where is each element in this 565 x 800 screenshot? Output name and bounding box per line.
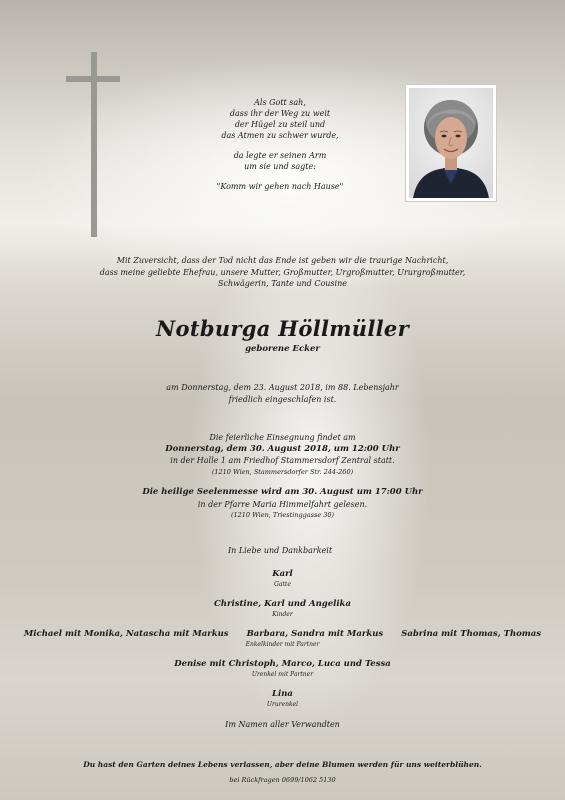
family-intro: In Liebe und Dankbarkeit [228, 546, 333, 555]
intro-line: dass meine geliebte Ehefrau, unsere Mutter, Großmutter, Urgroßmutter, Ururgroßmutter, [99, 267, 466, 277]
children-relation: Kinder [272, 611, 293, 618]
ceremony-address: (1210 Wien, Stammersdorfer Str. 244-260) [211, 467, 354, 476]
farewell-quote: Du hast den Garten deines Lebens verlassen, aber deine Blumen werden für uns weiterblühen. [83, 760, 482, 769]
grandchildren-group: Barbara, Sandra mit Markus [246, 629, 384, 639]
intro-text [60, 255, 505, 290]
death-line: am Donnerstag, dem 23. August 2018, im 88. Lebensjahr [166, 383, 399, 392]
death-line: friedlich eingeschlafen ist. [228, 395, 337, 404]
grandchildren-names [0, 629, 565, 640]
poem [180, 97, 380, 192]
children-names: Christine, Karl und Angelika [214, 599, 351, 609]
deceased-name: Notburga Höllmüller [156, 316, 409, 341]
husband-name: Karl [272, 569, 293, 579]
poem-line: der Hügel zu steil und [234, 120, 326, 129]
poem-quote: "Komm wir gehen nach Hause" [216, 182, 344, 191]
great-great-grandchild-name: Lina [272, 689, 293, 699]
maiden-name: geborene Ecker [245, 344, 320, 354]
mass-date: Die heilige Seelenmesse wird am 30. August um 17:00 Uhr [142, 487, 423, 497]
contact-info: bei Rückfragen 0699/1062 5130 [229, 776, 336, 784]
poem-line: da legte er seinen Arm [233, 151, 327, 160]
poem-line: Als Gott sah, [254, 98, 306, 107]
grandchildren-group: Michael mit Monika, Natascha mit Markus [23, 629, 229, 639]
death-notice [80, 382, 485, 406]
poem-line: dass ihr der Weg zu weit [229, 109, 331, 118]
husband-relation: Gatte [274, 581, 291, 588]
cross-icon-bar [66, 76, 120, 82]
ceremony-info [80, 432, 485, 478]
intro-line: Mit Zuversicht, dass der Tod nicht das Ende ist geben wir die traurige Nachricht, [116, 256, 449, 265]
great-grandchildren-names: Denise mit Christoph, Marco, Luca und Tessa [174, 659, 391, 669]
grandchildren-relation: Enkelkinder mit Partner [245, 641, 320, 648]
great-great-grandchild-relation: Ururenkel [266, 701, 299, 708]
ceremony-date: Donnerstag, dem 30. August 2018, um 12:00 Uhr [165, 443, 400, 454]
family-list [0, 545, 565, 730]
mass-location: in der Pfarre Maria Himmelfahrt gelesen. [197, 499, 368, 509]
intro-line: Schwägerin, Tante und Cousine [218, 279, 347, 288]
portrait-photo [405, 84, 497, 202]
mass-address: (1210 Wien, Triestinggasse 30) [230, 511, 335, 519]
grandchildren-group: Sabrina mit Thomas, Thomas [401, 629, 542, 639]
mass-info [80, 487, 485, 522]
great-grandchildren-relation: Urenkel mit Partner [251, 671, 314, 678]
relatives-line: Im Namen aller Verwandten [225, 720, 340, 729]
ceremony-line: Die feierliche Einsegnung findet am [209, 433, 356, 442]
ceremony-location: in der Halle 1 am Friedhof Stammersdorf Zentral statt. [170, 456, 395, 465]
portrait-image [409, 88, 493, 198]
poem-line: das Atmen zu schwer wurde, [221, 131, 339, 140]
poem-line: um sie und sagte: [244, 162, 316, 171]
